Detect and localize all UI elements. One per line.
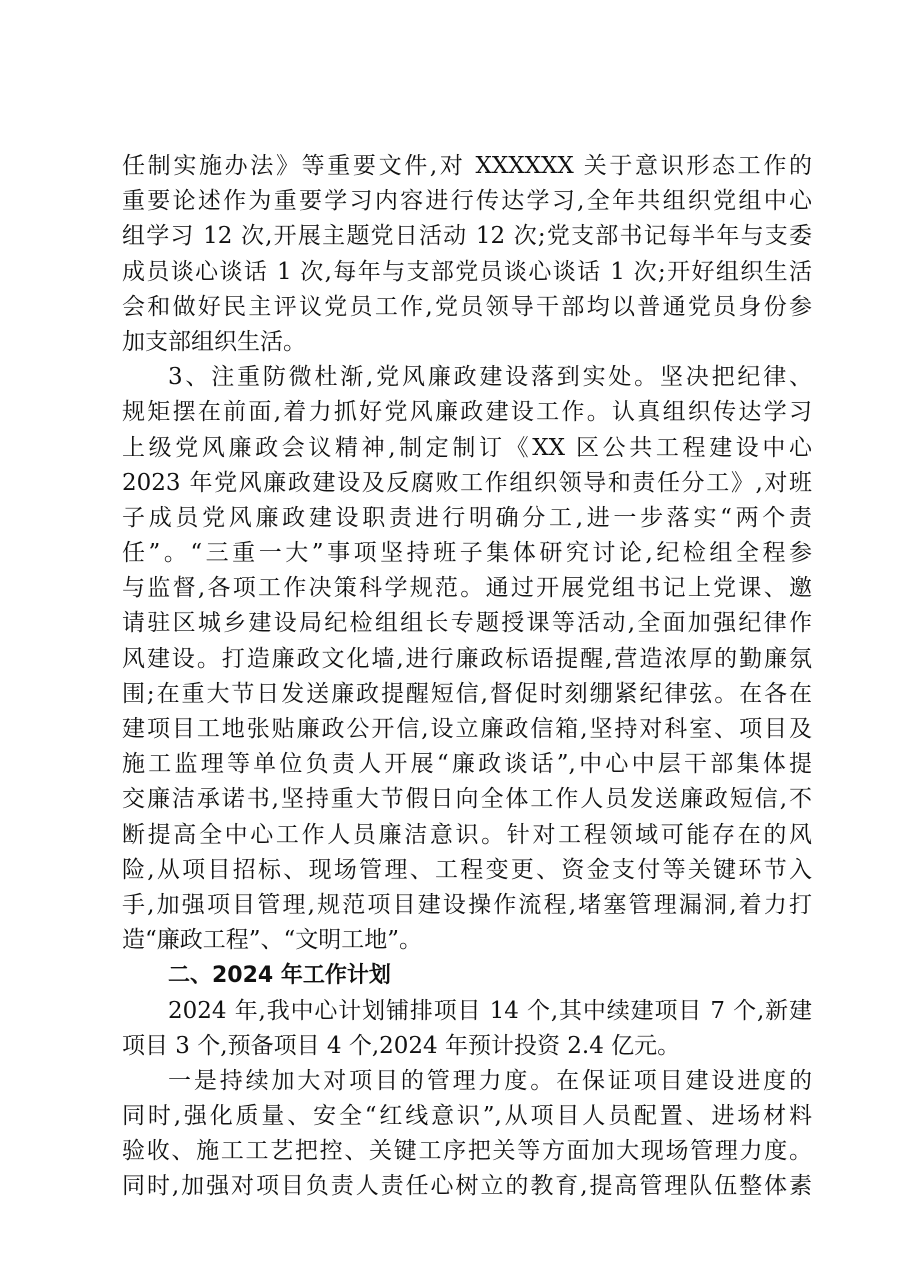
- text-line: 3、注重防微杜渐,党风廉政建设落到实处。坚决把纪律、: [168, 364, 812, 391]
- text-line: 造“廉政工程”、“文明工地”。: [122, 927, 423, 954]
- document-body: [122, 149, 812, 1205]
- text-line: 建项目工地张贴廉政公开信,设立廉政信箱,坚持对科室、项目及: [122, 716, 812, 742]
- text-line: 成员谈心谈话 1 次,每年与支部党员谈心谈话 1 次;开好组织生活: [122, 258, 812, 285]
- text-line: 与监督,各项工作决策科学规范。通过开展党组书记上党课、邀: [122, 575, 812, 602]
- text-line: 子成员党风廉政建设职责进行明确分工,进一步落实“两个责: [122, 504, 812, 531]
- text-line: 同时,强化质量、安全“红线意识”,从项目人员配置、进场材料: [122, 1103, 812, 1130]
- paragraph-project-management: [122, 1064, 812, 1205]
- text-line: 施工监理等单位负责人开展“廉政谈话”,中心中层干部集体提: [122, 751, 812, 778]
- text-line: 任”。“三重一大”事项坚持班子集体研究讨论,纪检组全程参: [122, 540, 812, 567]
- text-line: 重要论述作为重要学习内容进行传达学习,全年共组织党组中心: [122, 188, 812, 215]
- text-line: 验收、施工工艺把控、关键工序把关等方面加大现场管理力度。: [122, 1138, 812, 1165]
- text-line: 交廉洁承诺书,坚持重大节假日向全体工作人员发送廉政短信,不: [122, 786, 812, 813]
- text-line: 请驻区城乡建设局纪检组组长专题授课等活动,全面加强纪律作: [122, 610, 812, 637]
- text-line: 上级党风廉政会议精神,制定制订《XX 区公共工程建设中心: [122, 434, 812, 461]
- text-line: 断提高全中心工作人员廉洁意识。针对工程领域可能存在的风: [122, 821, 812, 848]
- text-line: 项目 3 个,预备项目 4 个,2024 年预计投资 2.4 亿元。: [122, 1032, 681, 1059]
- paragraph-party-study: [122, 149, 812, 360]
- text-line: 围;在重大节日发送廉政提醒短信,督促时刻绷紧纪律弦。在各在: [122, 680, 812, 707]
- text-line: 一是持续加大对项目的管理力度。在保证项目建设进度的: [168, 1067, 812, 1094]
- text-line: 规矩摆在前面,着力抓好党风廉政建设工作。认真组织传达学习: [122, 399, 812, 426]
- text-line: 任制实施办法》等重要文件,对 XXXXXX 关于意识形态工作的: [122, 153, 812, 179]
- text-line: 同时,加强对项目负责人责任心树立的教育,提高管理队伍整体素: [122, 1173, 812, 1200]
- text-line: 加支部组织生活。: [122, 328, 306, 355]
- text-line: 组学习 12 次,开展主题党日活动 12 次;党支部书记每半年与支委: [122, 223, 812, 250]
- paragraph-integrity: [122, 360, 812, 958]
- text-line: 手,加强项目管理,规范项目建设操作流程,堵塞管理漏洞,着力打: [122, 891, 812, 918]
- text-line: 2023 年党风廉政建设及反腐败工作组织领导和责任分工》,对班: [122, 469, 812, 496]
- text-line: 2024 年,我中心计划铺排项目 14 个,其中续建项目 7 个,新建: [168, 997, 812, 1024]
- text-line: 会和做好民主评议党员工作,党员领导干部均以普通党员身份参: [122, 293, 812, 320]
- text-line: 风建设。打造廉政文化墙,进行廉政标语提醒,营造浓厚的勤廉氛: [122, 645, 812, 672]
- paragraph-plan-overview: [122, 994, 812, 1064]
- section-heading: 二、2024 年工作计划: [168, 963, 391, 989]
- text-line: 险,从项目招标、现场管理、工程变更、资金支付等关键环节入: [122, 856, 812, 883]
